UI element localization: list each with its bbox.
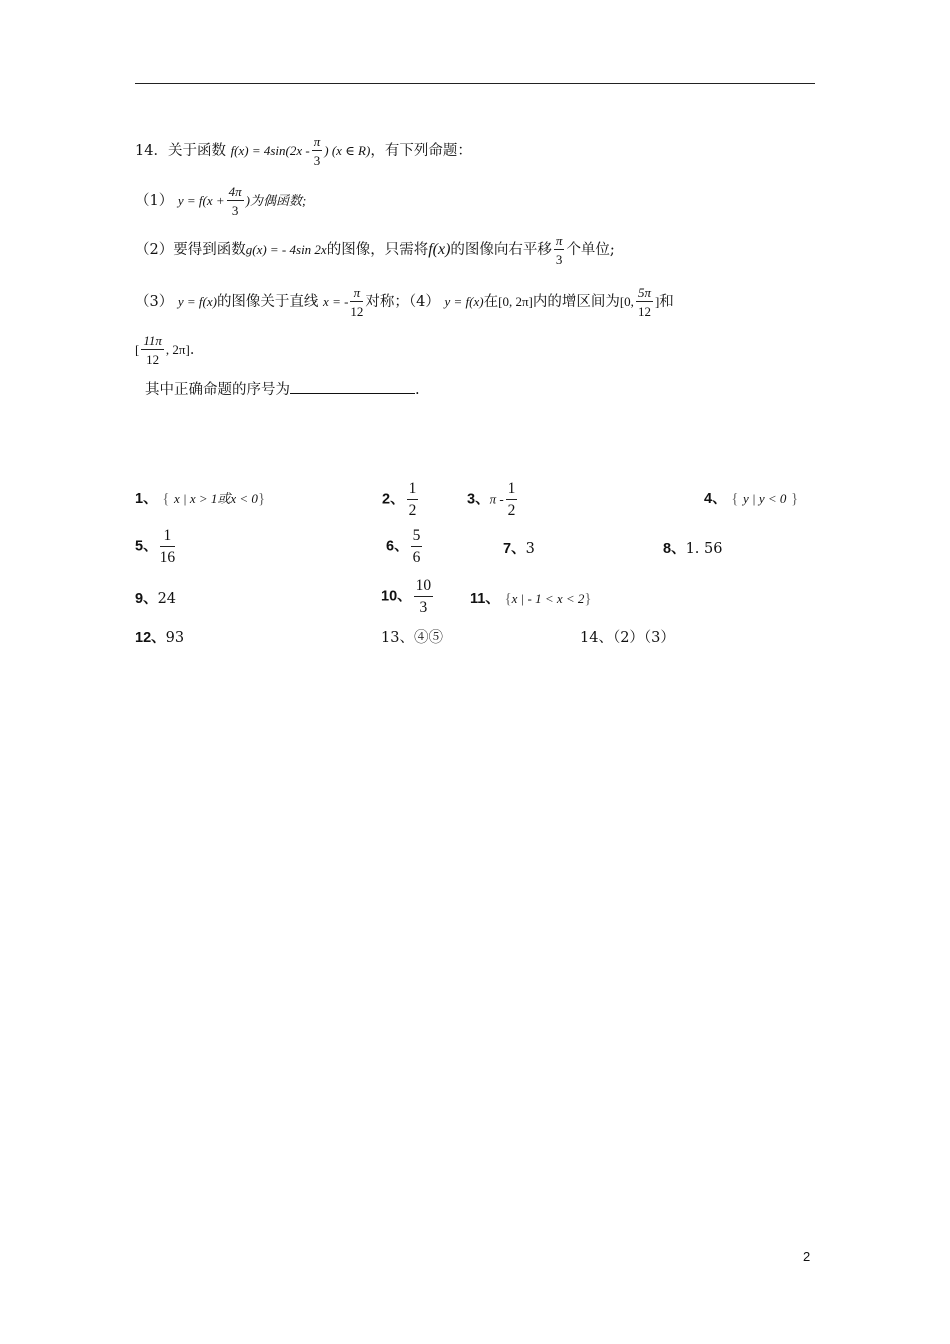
answer-1: 1、 { x | x > 1或x < 0}: [135, 491, 266, 507]
answer-10: 10、 $\frac{10}{3}$: [381, 577, 432, 616]
proposition-1: （1） y = f(x + $\frac{4\pi}{3}$ )为偶函数;: [135, 184, 307, 218]
page-number: 2: [803, 1249, 811, 1264]
answer-blank: [290, 379, 415, 394]
answer-4: 4、 { y | y < 0 }: [704, 491, 799, 507]
answer-9: 9、24: [135, 591, 177, 607]
fraction-pi-over-3: $\frac{\pi}{3}$: [313, 134, 321, 168]
proposition-3-4: （3） y = f(x)的图像关于直线 x = - $\frac{\pi}{12}$ 对称；（4） y = f(x)在[0, 2π]内的增区间为[0, $\frac{5\pi}{12}$ ]和: [135, 285, 674, 319]
header-rule: [135, 83, 815, 84]
answer-11: 11、 {x | - 1 < x < 2}: [470, 591, 592, 607]
answer-prompt: 其中正确命题的序号为 .: [145, 378, 420, 399]
answer-8: 8、1. 56: [663, 541, 723, 557]
answer-13: 13、④⑤: [381, 630, 443, 646]
answer-14: 14、（2）（3）: [580, 630, 675, 646]
answer-5: 5、 $\frac{1}{16}$: [135, 527, 176, 566]
answer-7: 7、3: [503, 541, 535, 557]
answer-12: 12、93: [135, 630, 185, 646]
question-14-stem: 14．关于函数 f(x) = 4sin(2x - $\frac{\pi}{3}$ ) (x ∈ R)，有下列命题：: [135, 134, 472, 168]
proposition-2: （2）要得到函数g(x) = - 4sin 2x的图像，只需将f(x)的图像向右平移 $\frac{\pi}{3}$ 个单位;: [135, 233, 615, 267]
answer-3: 3、π - $\frac{1}{2}$: [467, 480, 516, 519]
answer-6: 6、 $\frac{5}{6}$: [386, 527, 421, 566]
answer-2: 2、 $\frac{1}{2}$: [382, 480, 417, 519]
proposition-4-continued: [ $\frac{11\pi}{12}$ , 2π]．: [135, 333, 205, 367]
